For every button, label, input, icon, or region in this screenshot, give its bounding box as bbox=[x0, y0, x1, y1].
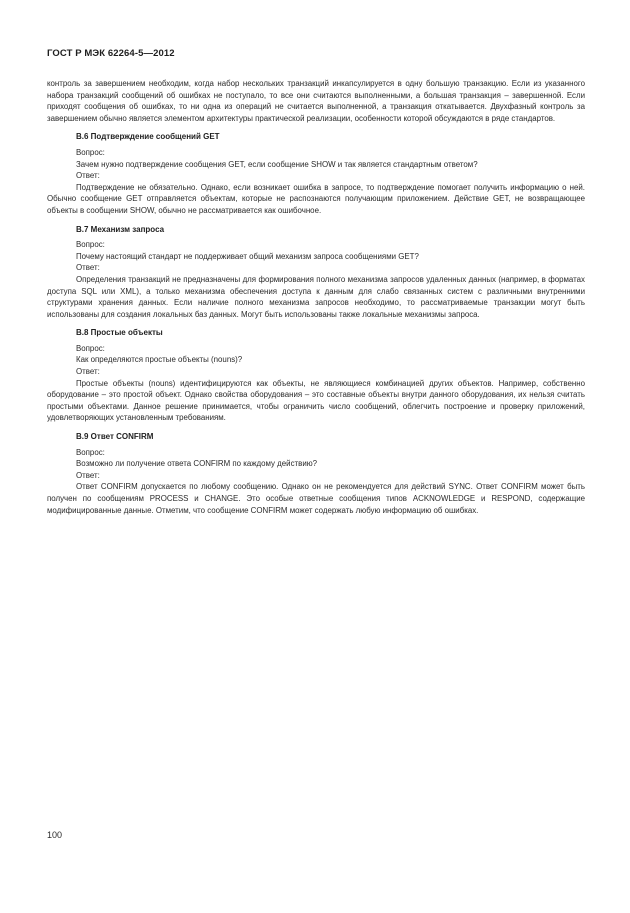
section-b7 bbox=[47, 224, 585, 321]
answer-label: Ответ: bbox=[76, 263, 100, 273]
section-b8 bbox=[47, 327, 585, 424]
answer-label: Ответ: bbox=[76, 367, 100, 377]
answer-text: Простые объекты (nouns) идентифицируются как объекты, не являющиеся комбинацией других объектов. Например, собственно оборудование – это простой объект. Однако свойства оборудования – это составные объекты внутри данного оборудования, их нельзя считать простыми объектами. Данное решение принимается, чтобы ограничить число сообщений, облегчить построение и проверку приложений, удовлетворяющих установленным требованиям. bbox=[47, 378, 585, 423]
question-label: Вопрос: bbox=[76, 147, 105, 157]
answer-text: Ответ CONFIRM допускается по любому сообщению. Однако он не рекомендуется для действий SYNC. Ответ CONFIRM может быть получен по сообщениям PROCESS и CHANGE. Это особые ответные сообщения типов ACKNOWLEDGE и RESPOND, содержащие модифицированные данные. Отметим, что сообщение CONFIRM может содержать любую информацию об ошибках. bbox=[47, 482, 585, 515]
intro-paragraph: контроль за завершением необходим, когда набор нескольких транзакций инкапсулируется в одну большую транзакцию. Если из указанного набора транзакций сообщений об ошибках не поступало, то все они считаются выполненными, а большая транзакция – завершенной. Если приходят сообщения об ошибках, то ни одна из операций не считается выполненной, а транзакция откатывается. Двухфазный контроль за завершением обычно является элементом архитектуры практической реализации, особенности которой обсуждаются в ряде стандартов. bbox=[47, 79, 585, 123]
document-header: ГОСТ Р МЭК 62264-5—2012 bbox=[47, 48, 175, 59]
section-title: B.7 Механизм запроса bbox=[76, 224, 165, 234]
answer-label: Ответ: bbox=[76, 470, 100, 480]
question-text: Возможно ли получение ответа CONFIRM по каждому действию? bbox=[76, 459, 318, 469]
question-text: Зачем нужно подтверждение сообщения GET, если сообщение SHOW и так является стандартным ответом? bbox=[76, 159, 478, 169]
document-body bbox=[47, 78, 585, 516]
section-b6 bbox=[47, 131, 585, 216]
question-label: Вопрос: bbox=[76, 240, 105, 250]
section-b9 bbox=[47, 431, 585, 516]
page-number: 100 bbox=[47, 830, 63, 840]
answer-text: Определения транзакций не предназначены для формирования полного механизма запросов удаленных данных (например, в форматах доступа SQL или XML), а только механизма обеспечения доступа к данным для слабо связанных систем с различными внутренними структурами хранения данных. Если наличие полного механизма запросов необходимо, то рассматриваемые транзакции могут быть использованы для создания локальных баз данных. Могут быть использованы также локальные механизмы запроса. bbox=[47, 274, 585, 319]
question-text: Как определяются простые объекты (nouns)? bbox=[76, 355, 243, 365]
question-text: Почему настоящий стандарт не поддерживает общий механизм запроса сообщениями GET? bbox=[76, 251, 419, 261]
section-title: B.6 Подтверждение сообщений GET bbox=[76, 132, 220, 142]
section-title: B.8 Простые объекты bbox=[76, 328, 163, 338]
answer-text: Подтверждение не обязательно. Однако, если возникает ошибка в запросе, то подтверждение помогает получить информацию о ней. Обычно сообщение GET отправляется объектам, которые не распознаются получающим приложением. Действие GET, не возвращающее объекты в сообщении SHOW, обычно не рассматривается как ошибочное. bbox=[47, 182, 585, 215]
question-label: Вопрос: bbox=[76, 447, 105, 457]
section-title: B.9 Ответ CONFIRM bbox=[76, 432, 154, 442]
question-label: Вопрос: bbox=[76, 343, 105, 353]
answer-label: Ответ: bbox=[76, 171, 100, 181]
